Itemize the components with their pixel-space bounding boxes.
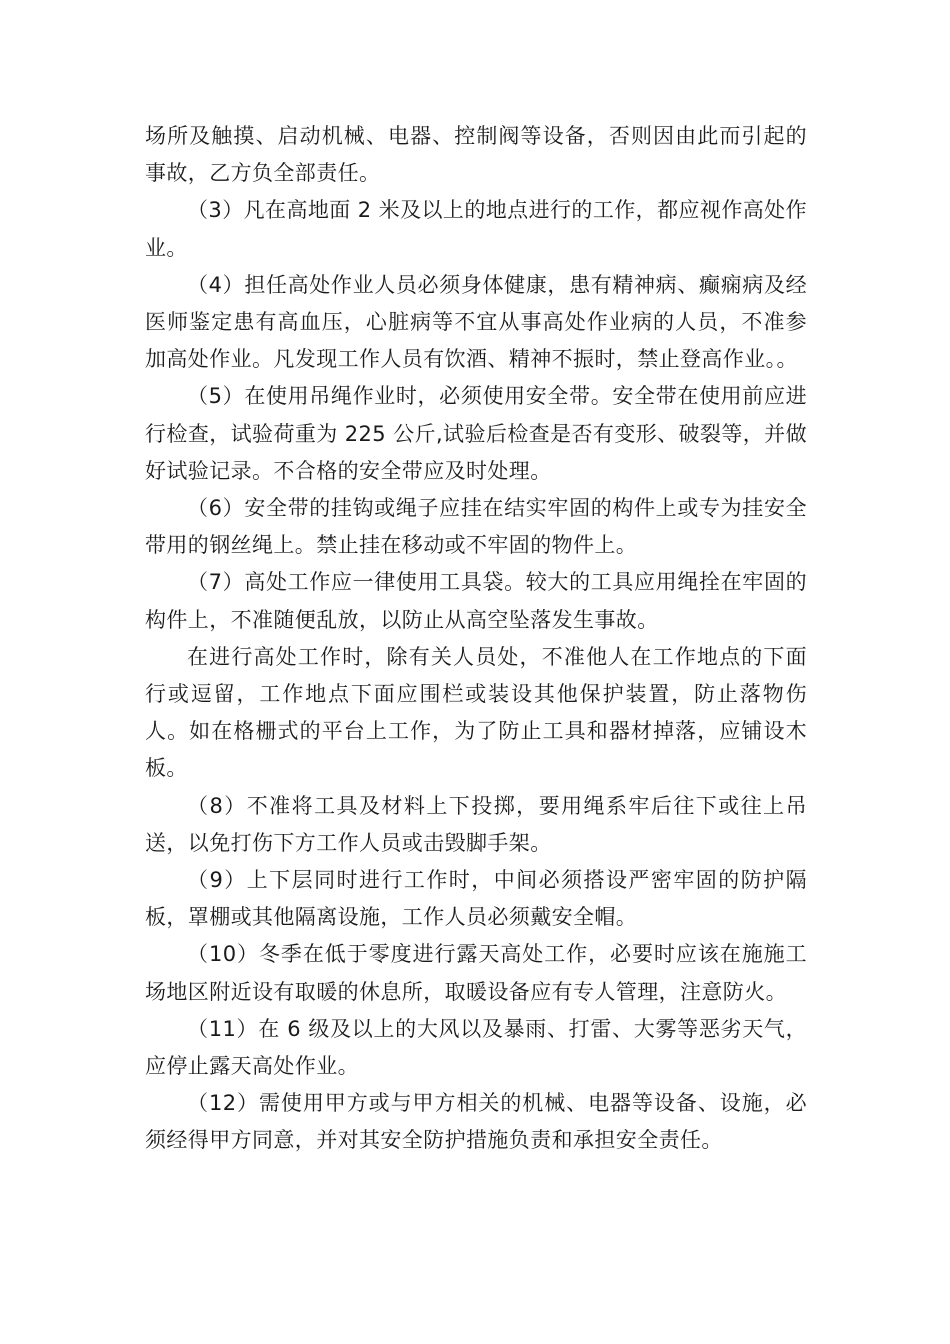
paragraph-item-3: （3）凡在高地面 2 米及以上的地点进行的工作，都应视作高处作业。 [145,198,807,260]
paragraph-item-10: （10）冬季在低于零度进行露天高处工作，必要时应该在施施工场地区附近设有取暖的休息所，取暖设备应有专人管理，注意防火。 [145,942,807,1004]
paragraph-item-8: （8）不准将工具及材料上下投掷，要用绳系牢后往下或往上吊送，以免打伤下方工作人员或击毁脚手架。 [145,793,807,855]
paragraph-note: 在进行高处工作时，除有关人员处，不准他人在工作地点的下面行或逗留，工作地点下面应围栏或装设其他保护装置，防止落物伤人。如在格栅式的平台上工作，为了防止工具和器材掉落，应铺设木板。 [145,644,807,781]
paragraph-item-12: （12）需使用甲方或与甲方相关的机械、电器等设备、设施，必须经得甲方同意，并对其安全防护措施负责和承担安全责任。 [145,1091,807,1153]
paragraph-item-4: （4）担任高处作业人员必须身体健康，患有精神病、癫痫病及经医师鉴定患有高血压，心脏病等不宜从事高处作业病的人员，不准参加高处作业。凡发现工作人员有饮酒、精神不振时，禁止登高作业。。 [145,272,807,372]
paragraph-item-11: （11）在 6 级及以上的大风以及暴雨、打雷、大雾等恶劣天气，应停止露天高处作业。 [145,1016,807,1079]
paragraph-item-7: （7）高处工作应一律使用工具袋。较大的工具应用绳拴在牢固的构件上，不准随便乱放，以防止从高空坠落发生事故。 [145,570,807,632]
paragraph-item-9: （9）上下层同时进行工作时，中间必须搭设严密牢固的防护隔板，罩棚或其他隔离设施，工作人员必须戴安全帽。 [145,868,807,930]
paragraph-item-6: （6）安全带的挂钩或绳子应挂在结实牢固的构件上或专为挂安全带用的钢丝绳上。禁止挂在移动或不牢固的物件上。 [145,496,807,558]
paragraph-item-5: （5）在使用吊绳作业时，必须使用安全带。安全带在使用前应进行检查，试验荷重为 225 公斤,试验后检查是否有变形、破裂等，并做好试验记录。不合格的安全带应及时处理。 [145,384,807,483]
paragraph-continuation: 场所及触摸、启动机械、电器、控制阀等设备，否则因由此而引起的事故，乙方负全部责任。 [145,124,807,186]
body-text [145,118,807,1160]
